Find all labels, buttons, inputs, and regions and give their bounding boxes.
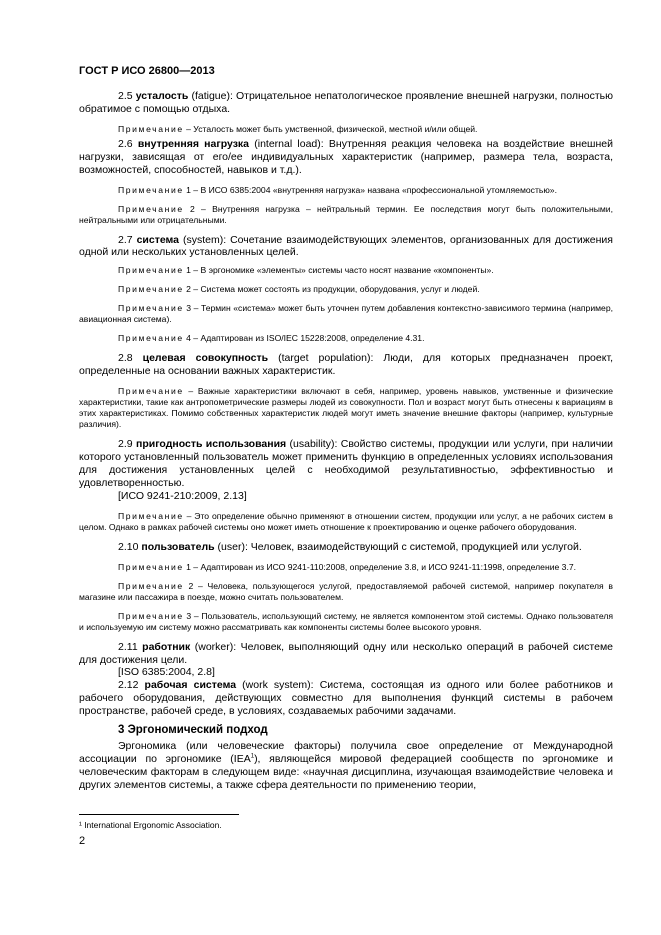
definition-text: (usability): Свойство системы, продукции или услуги, при наличии которого установленный пользователь может применить функцию в определенных условиях использования для достижения установленных целей с необходимой результативностью, эффективностью и удовлетворенностью. <box>79 438 613 489</box>
note-2-8 <box>79 386 613 430</box>
note-text: 1 – В эргономике «элементы» системы часто носят название «компоненты». <box>183 265 494 276</box>
definition-2-5 <box>79 90 613 116</box>
note-text: 3 – Пользователь, использующий систему, не является компонентом этой системы. Однако пользователя и используемую им систему можно рассматривать как компоненты системы более высокого уровня. <box>79 610 613 632</box>
note-text: – Это определение обычно применяют в отношении систем, продукции или услуг, а не рабочих систем в целом. Однако в рамках рабочей системы оно может иметь отношение к проектированию и оценке рабочего оборудования. <box>79 510 613 532</box>
reference-2-9: [ИСО 9241-210:2009, 2.13] <box>118 489 247 502</box>
page-content <box>79 87 613 792</box>
term: рабочая система <box>144 679 237 692</box>
paragraph-text-cont: ), являющейся мировой федерацией сообществ по эргономике и человеческим факторам в следующем виде: «научная дисциплина, изучающая взаимодействие человека и других элементов системы, а также сфера деятельности по применению теории, <box>79 752 613 791</box>
definition-2-12 <box>79 679 613 718</box>
clause-number: 2.7 <box>118 233 133 246</box>
definition-2-8 <box>79 352 613 378</box>
note-2-6-1 <box>79 185 613 196</box>
note-label: Примечание <box>118 123 184 134</box>
note-label: Примечание <box>118 265 184 276</box>
reference-2-11: [ISO 6385:2004, 2.8] <box>118 666 215 679</box>
page-number: 2 <box>79 835 86 847</box>
definition-text: (target population): Люди, для которых предназначен проект, определенные на основании важных характеристик. <box>79 352 614 378</box>
term: работник <box>142 640 191 653</box>
clause-number: 2.6 <box>118 137 133 150</box>
term: усталость <box>135 90 189 102</box>
note-text: 2 – Внутренняя нагрузка – нейтральный термин. Ее последствия могут быть положительными, нейтральными или отрицательными. <box>79 203 613 225</box>
note-2-10-1 <box>79 562 613 573</box>
definition-2-9 <box>79 438 613 490</box>
note-label: Примечание <box>118 303 184 314</box>
definition-text: (fatigue): Отрицательное непатологическое проявление внешней нагрузки, полностью обратимое с помощью отдыха. <box>79 90 613 115</box>
term: целевая совокупность <box>142 352 269 365</box>
document-header: ГОСТ Р ИСО 26800—2013 <box>79 65 215 77</box>
note-label: Примечание <box>118 184 184 195</box>
note-label: Примечание <box>118 284 184 295</box>
definition-text: (internal load): Внутренняя реакция человека на воздействие внешней нагрузки, зависящая от его/ее индивидуальных характеристик (например, размера тела, возраста, возможностей, способностей, навыков и т.д.). <box>79 137 613 176</box>
note-text: 1 – Адаптирован из ИСО 9241-110:2008, определение 3.8, и ИСО 9241-11:1998, определение 3.7. <box>183 561 577 572</box>
footnote-separator <box>79 814 239 815</box>
note-text: 1 – В ИСО 6385:2004 «внутренняя нагрузка» названа «профессиональной утомляемостью». <box>183 184 557 195</box>
note-label: Примечание <box>118 580 184 591</box>
note-label: Примечание <box>118 510 184 521</box>
definition-text: (user): Человек, взаимодействующий с системой, продукцией или услугой. <box>214 540 582 553</box>
term: пользователь <box>141 540 215 553</box>
note-2-9 <box>79 511 613 533</box>
section-heading: 3 Эргономический подход <box>118 724 268 737</box>
clause-number: 2.9 <box>118 438 133 451</box>
footnote: ¹ International Ergonomic Association. <box>79 820 222 830</box>
definition-2-6 <box>79 138 613 177</box>
note-text: 3 – Термин «система» может быть уточнен путем добавления контекстно-зависимого термина (например, авиационная система). <box>79 303 613 325</box>
definition-text: (worker): Человек, выполняющий одну или несколько операций в рабочей системе для достижения цели. <box>79 640 614 666</box>
section-paragraph <box>79 740 613 792</box>
definition-2-11 <box>79 641 613 667</box>
footnote-marker[interactable]: 1 <box>250 753 255 760</box>
note-2-6-2 <box>79 204 613 226</box>
definition-2-10 <box>79 541 613 554</box>
note-2-7-3 <box>79 303 613 325</box>
term: пригодность использования <box>135 438 287 451</box>
note-label: Примечание <box>118 610 184 621</box>
definition-text: (system): Сочетание взаимодействующих элементов, организованных для достижения одной или нескольких установленных целей. <box>79 233 613 259</box>
note-2-7-2 <box>79 284 613 295</box>
note-2-5 <box>79 124 613 135</box>
note-label: Примечание <box>118 386 184 397</box>
note-2-7-4 <box>79 333 613 344</box>
definition-text: (work system): Система, состоящая из одного или более работников и рабочего оборудования, действующих совместно для выполнения функций системы в рабочем пространстве, рабочей среде, в условиях, создаваемых рабочими задачами. <box>79 679 613 718</box>
note-label: Примечание <box>118 333 184 344</box>
clause-number: 2.5 <box>118 90 133 102</box>
definition-2-7 <box>79 234 613 260</box>
clause-number: 2.11 <box>118 640 138 653</box>
term: система <box>136 233 180 246</box>
note-text: 4 – Адаптирован из ISO/IEC 15228:2008, определение 4.31. <box>183 333 425 344</box>
clause-number: 2.10 <box>118 540 139 553</box>
note-text: – Важные характеристики включают в себя, например, уровень навыков, умственные и физические характеристики, такие как антропометрические размеры людей из совокупности. Пол и возраст могут быть отнесены к вариациям в этих характеристиках. Помимо собственных характеристик людей могут иметь значение внешние факторы (например, культурные различия). <box>79 386 613 430</box>
note-label: Примечание <box>118 203 184 214</box>
note-text: 2 – Человека, пользующегося услугой, предоставляемой рабочей системой, например покупателя в магазине или пассажира в поезде, можно считать пользователем. <box>79 580 613 602</box>
note-text: 2 – Система может состоять из продукции, оборудования, услуг и людей. <box>183 284 480 295</box>
clause-number: 2.8 <box>118 352 133 365</box>
note-text: – Усталость может быть умственной, физической, местной и/или общей. <box>183 123 478 134</box>
clause-number: 2.12 <box>118 679 139 692</box>
term: внутренняя нагрузка <box>137 137 250 150</box>
note-label: Примечание <box>118 561 184 572</box>
note-2-10-2 <box>79 581 613 603</box>
paragraph-text: Эргономика (или человеческие факторы) получила свое определение от Международной ассоциации по эргономике (IEA <box>79 740 613 765</box>
note-2-7-1 <box>79 265 613 276</box>
note-2-10-3 <box>79 611 613 633</box>
